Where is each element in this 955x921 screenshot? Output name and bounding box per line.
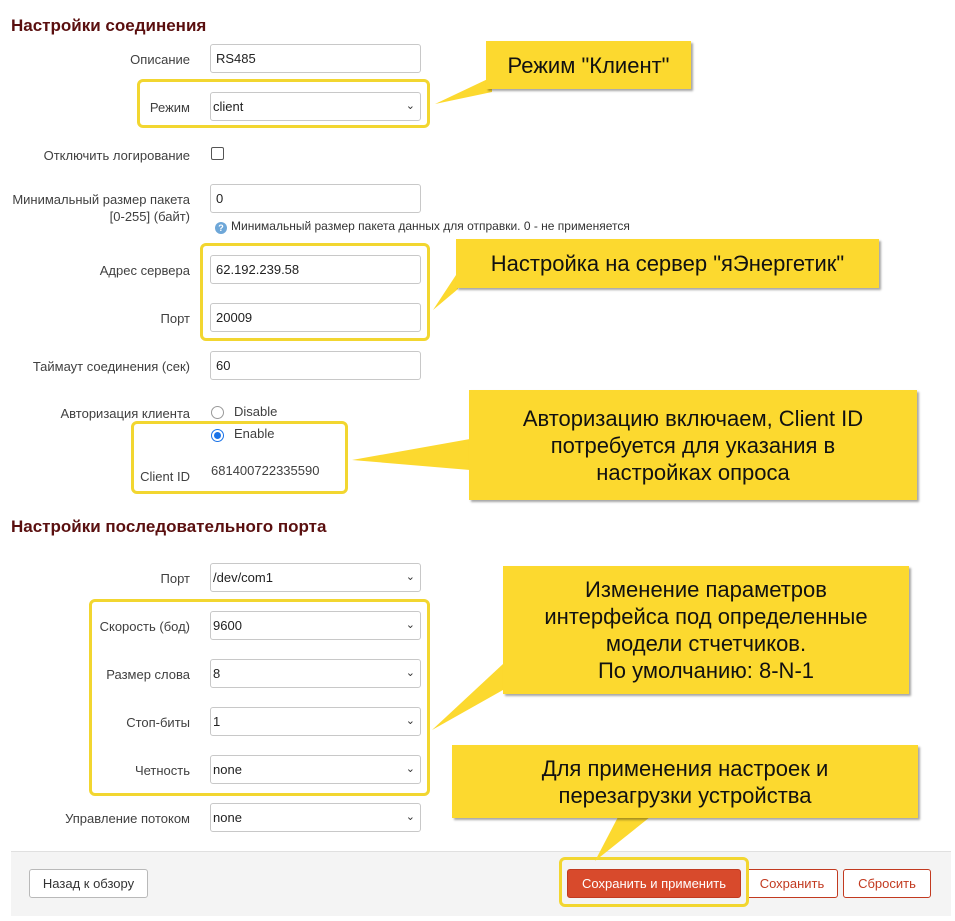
server-callout-pointer — [433, 272, 458, 310]
baud-rate-label: Скорость (бод) — [99, 619, 190, 634]
auth-callout-line-1: Авторизацию включаем, Client ID — [522, 405, 864, 431]
apply-callout — [452, 745, 918, 818]
serial-callout — [503, 566, 909, 694]
description-input[interactable]: RS485 — [210, 44, 421, 73]
auth-disable-label[interactable]: Disable — [234, 404, 278, 419]
flow-control-value: none — [213, 810, 242, 825]
back-to-overview-button[interactable]: Назад к обзору — [29, 869, 148, 898]
chevron-down-icon: ⌄ — [405, 715, 415, 727]
serial-callout-pointer — [432, 664, 503, 730]
parity-select[interactable] — [210, 755, 421, 784]
apply-callout-line-2: перезагрузки устройства — [558, 782, 812, 808]
baud-rate-select[interactable] — [210, 611, 421, 640]
word-size-label: Размер слова — [106, 667, 190, 682]
server-callout — [456, 239, 879, 288]
chevron-down-icon: ⌄ — [405, 763, 415, 775]
serial-section-title: Настройки последовательного порта — [11, 517, 327, 536]
auth-callout-line-2: потребуется для указания в — [550, 432, 836, 458]
mode-callout-text: Режим "Клиент" — [507, 52, 670, 78]
min-packet-hint-text: Минимальный размер пакета данных для отправки. 0 - не применяется — [231, 219, 630, 233]
min-packet-range-label: [0-255] (байт) — [109, 209, 190, 224]
apply-callout-line-1: Для применения настроек и — [541, 755, 829, 781]
flow-control-select[interactable] — [210, 803, 421, 832]
description-label: Описание — [130, 52, 190, 67]
timeout-label: Таймаут соединения (сек) — [32, 359, 190, 374]
client-id-value: 681400722335590 — [211, 463, 320, 478]
stop-bits-value: 1 — [213, 714, 221, 729]
auth-enable-radio[interactable] — [211, 429, 224, 442]
chevron-down-icon: ⌄ — [405, 571, 415, 583]
min-packet-input[interactable]: 0 — [210, 184, 421, 213]
help-icon: ? — [215, 222, 227, 234]
server-address-input[interactable]: 62.192.239.58 — [210, 255, 421, 284]
stop-bits-select[interactable] — [210, 707, 421, 736]
port-label: Порт — [160, 311, 190, 326]
timeout-input[interactable]: 60 — [210, 351, 421, 380]
serial-callout-line-4: По умолчанию: 8-N-1 — [597, 658, 814, 683]
mode-callout — [486, 41, 691, 89]
auth-callout-pointer — [352, 439, 470, 470]
client-auth-label: Авторизация клиента — [60, 406, 190, 421]
auth-callout — [469, 390, 917, 500]
mode-callout-pointer — [435, 77, 492, 104]
client-id-label: Client ID — [140, 469, 190, 484]
serial-port-label: Порт — [160, 571, 190, 586]
parity-label: Четность — [134, 763, 190, 778]
min-packet-hint — [215, 219, 630, 234]
auth-callout-line-3: настройках опроса — [596, 459, 790, 485]
mode-select[interactable] — [210, 92, 421, 121]
flow-control-label: Управление потоком — [65, 811, 190, 826]
connection-section-title: Настройки соединения — [11, 16, 207, 35]
disable-logging-checkbox[interactable] — [211, 147, 224, 160]
mode-select-value: client — [213, 99, 244, 114]
min-packet-label: Минимальный размер пакета — [12, 192, 190, 207]
serial-callout-line-1: Изменение параметров — [585, 577, 827, 602]
serial-callout-line-2: интерфейса под определенные — [544, 604, 868, 629]
server-address-label: Адрес сервера — [99, 263, 190, 278]
baud-rate-value: 9600 — [213, 618, 242, 633]
serial-port-value: /dev/com1 — [213, 570, 273, 585]
chevron-down-icon: ⌄ — [405, 667, 415, 679]
server-callout-text: Настройка на сервер "яЭнергетик" — [490, 251, 845, 276]
stop-bits-label: Стоп-биты — [126, 715, 190, 730]
word-size-value: 8 — [213, 666, 221, 681]
parity-value: none — [213, 762, 242, 777]
mode-label: Режим — [149, 100, 190, 115]
auth-disable-radio[interactable] — [211, 406, 224, 419]
disable-logging-label: Отключить логирование — [43, 148, 190, 163]
port-input[interactable]: 20009 — [210, 303, 421, 332]
chevron-down-icon: ⌄ — [405, 811, 415, 823]
auth-enable-label[interactable]: Enable — [234, 426, 275, 441]
chevron-down-icon: ⌄ — [405, 619, 415, 631]
reset-button[interactable]: Сбросить — [843, 869, 931, 898]
serial-port-select[interactable] — [210, 563, 421, 592]
serial-callout-line-3: модели стчетчиков. — [605, 631, 807, 656]
chevron-down-icon: ⌄ — [405, 100, 415, 112]
word-size-select[interactable] — [210, 659, 421, 688]
save-button[interactable]: Сохранить — [746, 869, 838, 898]
save-apply-button[interactable]: Сохранить и применить — [567, 869, 741, 898]
